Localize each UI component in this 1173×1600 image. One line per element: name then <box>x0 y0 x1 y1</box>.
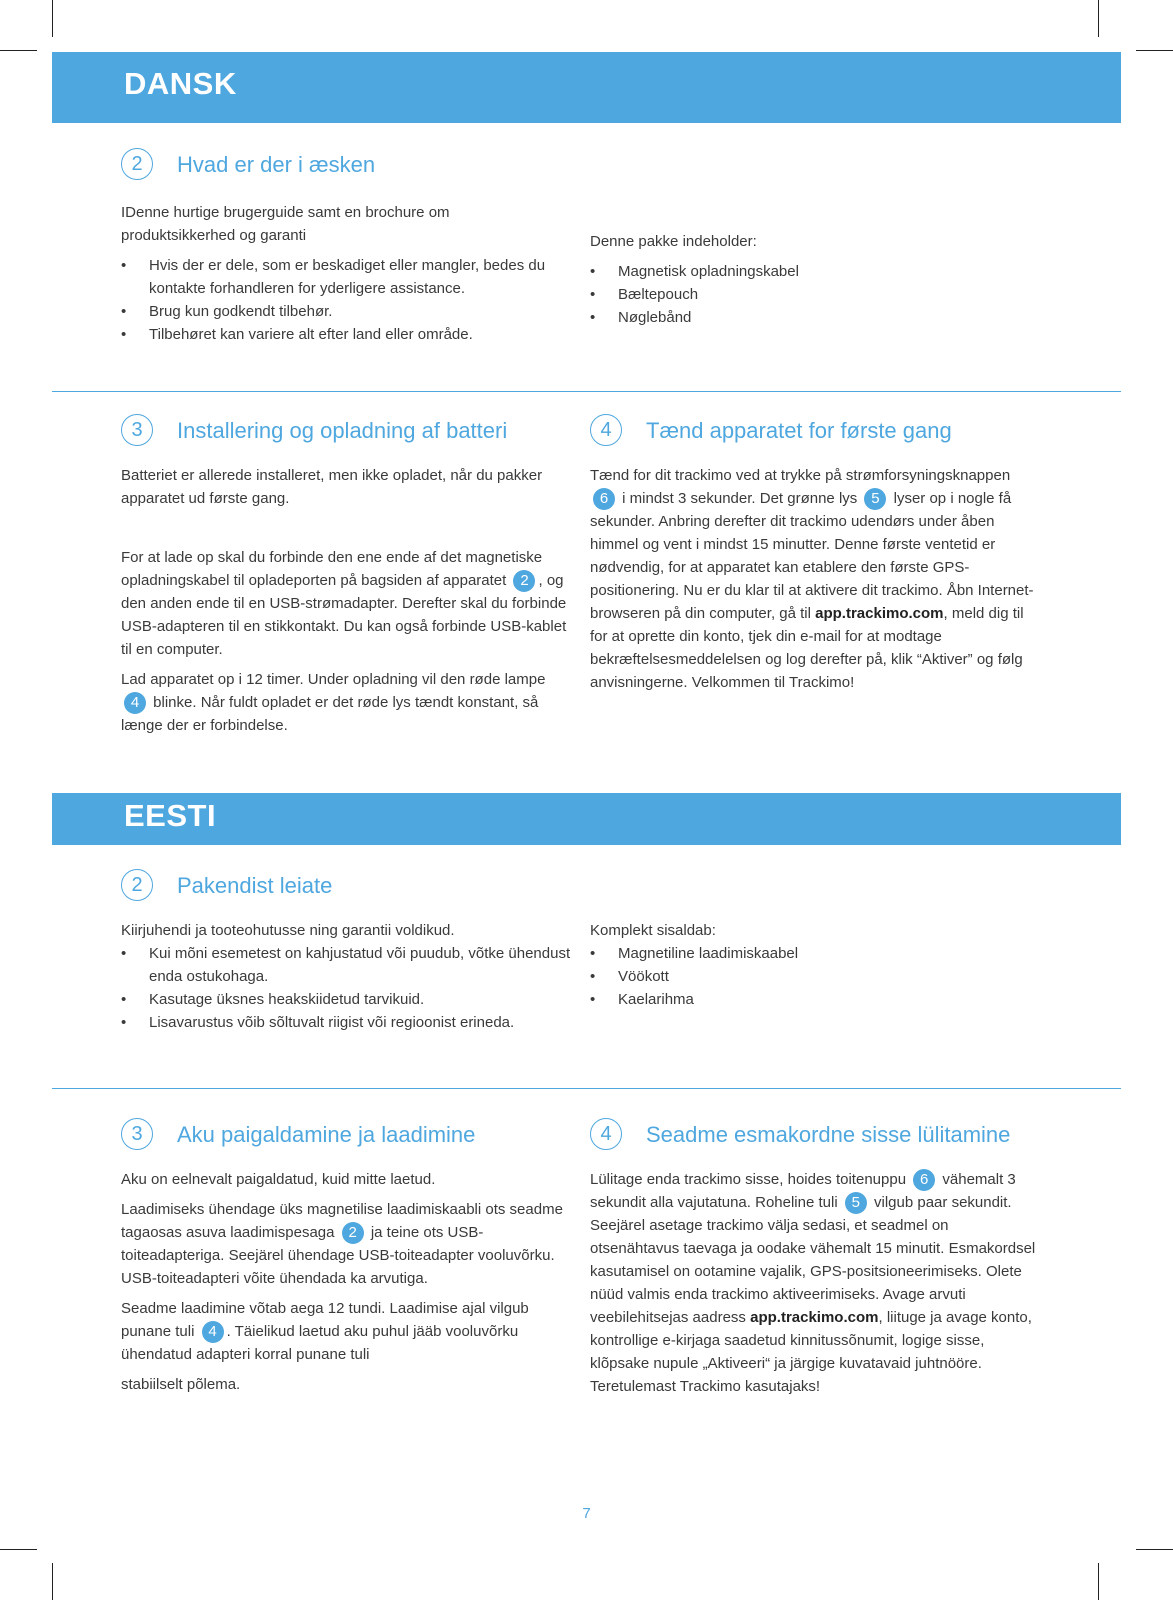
callout-badge: 4 <box>124 692 146 714</box>
callout-badge: 2 <box>342 1222 364 1244</box>
crop-mark <box>1136 1549 1173 1550</box>
intro-text: Kiirjuhendi ja tooteohutusse ning garantii voldikud. <box>121 922 455 939</box>
bullet-list <box>121 942 571 1034</box>
package-contents <box>590 230 1030 329</box>
section-heading <box>590 1118 1010 1150</box>
paragraph: Laadimiseks ühendage üks magnetilise laadimiskaabli ots seadme tagaosas asuva laadimispesaga 2 ja teine ots USB-toiteadapteriga. Seejärel ühendage USB-toiteadapter vooluvõrku. USB-toiteadapteri võite ühendada ka arvutiga. <box>121 1201 563 1288</box>
contents-label: Komplekt sisaldab: <box>590 922 716 939</box>
battery-text <box>121 464 571 737</box>
section-title: Installering og opladning af batteri <box>177 417 508 443</box>
section-number: 3 <box>121 414 153 446</box>
section-heading <box>121 1118 475 1150</box>
paragraph: For at lade op skal du forbinde den ene ende af det magnetiske opladningskabel til opladeporten på bagsiden af apparatet 2 , og den anden ende til en USB-strømadapter. Derefter skal du forbinde USB-adapteren til en stikkontakt. Du kan også forbinde USB-kablet til en computer. <box>121 549 567 659</box>
section-heading <box>590 414 952 446</box>
section-heading <box>121 414 507 446</box>
crop-mark <box>52 0 53 37</box>
power-on-text <box>590 464 1035 694</box>
section-heading <box>121 148 375 180</box>
section-title: Tænd apparatet for første gang <box>646 417 952 443</box>
divider <box>52 1088 1121 1089</box>
paragraph: Seadme laadimine võtab aega 12 tundi. Laadimise ajal vilgub punane tuli 4 . Täielikud laetud aku puhul jääb vooluvõrku ühendatud adapteri korral punane tuli <box>121 1300 529 1364</box>
paragraph: Batteriet er allerede installeret, men ikke opladet, når du pakker apparatet ud første gang. <box>121 467 543 507</box>
list-item: • Bæltepouch <box>590 283 1030 306</box>
callout-badge: 5 <box>864 488 886 510</box>
section-number: 2 <box>121 869 153 901</box>
section-number: 4 <box>590 414 622 446</box>
section-banner-eesti <box>52 793 1121 845</box>
crop-mark <box>1136 50 1173 51</box>
section-heading <box>121 869 332 901</box>
bullet-list <box>121 254 566 346</box>
box-contents-text <box>121 201 566 346</box>
section-title: Aku paigaldamine ja laadimine <box>177 1121 476 1147</box>
section-title: Seadme esmakordne sisse lülitamine <box>646 1121 1011 1147</box>
callout-badge: 4 <box>202 1321 224 1343</box>
callout-badge: 6 <box>913 1169 935 1191</box>
crop-mark <box>1098 0 1099 37</box>
paragraph: stabiilselt põlema. <box>121 1376 241 1394</box>
list-item: • Vöökott <box>590 965 1030 988</box>
website-link[interactable]: app.trackimo.com <box>750 1309 879 1327</box>
list-item: • Magnetiline laadimiskaabel <box>590 942 1030 965</box>
list-item: • Kaelarihma <box>590 988 1030 1011</box>
section-title: Hvad er der i æsken <box>177 151 376 177</box>
paragraph: Lülitage enda trackimo sisse, hoides toitenuppu 6 vähemalt 3 sekundit alla vajutatuna. Roheline tuli 5 vilgub paar sekundit. Seejärel asetage trackimo välja sedasi, et seadmel on otsenähtavus taevaga ja oodake vähemalt 15 minutit. Esmakordsel kasutamisel on ootamine vajalik, GPS-positsioneerimiseks. Olete nüüd valmis enda trackimo aktiveerimiseks. Avage arvuti veebilehitsejas aadress app.trackimo.com, liituge ja avage konto, kontrollige e-kirjaga saadetud kinnitussõnumit, logige sisse, klõpsake nupule „Aktiveeri“ ja järgige kuvatavaid juhtnööre. Teretulemast Trackimo kasutajaks! <box>590 1171 1036 1396</box>
list-item: • Kasutage üksnes heakskiidetud tarvikuid. <box>121 988 571 1011</box>
callout-badge: 2 <box>513 570 535 592</box>
crop-mark <box>1098 1563 1099 1600</box>
divider <box>52 391 1121 392</box>
contents-list <box>590 260 1030 329</box>
list-item: • Nøglebånd <box>590 306 1030 329</box>
crop-mark <box>0 1549 37 1550</box>
section-banner-dansk <box>52 52 1121 123</box>
callout-badge: 6 <box>593 488 615 510</box>
list-item: • Kui mõni esemetest on kahjustatud või puudub, võtke ühendust enda ostukohaga. <box>121 942 571 988</box>
section-number: 4 <box>590 1118 622 1150</box>
list-item: • Brug kun godkendt tilbehør. <box>121 300 566 323</box>
list-item: • Lisavarustus võib sõltuvalt riigist või regioonist erineda. <box>121 1011 571 1034</box>
crop-mark <box>52 1563 53 1600</box>
contents-list <box>590 942 1030 1011</box>
language-title: DANSK <box>124 66 237 101</box>
crop-mark <box>0 50 37 51</box>
website-link[interactable]: app.trackimo.com <box>815 605 944 623</box>
power-on-text <box>590 1168 1040 1398</box>
intro-text: IDenne hurtige brugerguide samt en brochure om produktsikkerhed og garanti <box>121 204 450 244</box>
paragraph: Lad apparatet op i 12 timer. Under opladning vil den røde lampe 4 blinke. Når fuldt opladet er det røde lys tændt konstant, så længe der er forbindelse. <box>121 671 546 735</box>
section-title: Pakendist leiate <box>177 872 333 898</box>
paragraph: Tænd for dit trackimo ved at trykke på strømforsyningsknappen 6 i mindst 3 sekunder. Det grønne lys 5 lyser op i nogle få sekunder. Anbring derefter dit trackimo udendørs under åben himmel og vent i mindst 15 minutter. Denne første ventetid er nødvendig, for at apparatet kan etablere den første GPS-positionering. Nu er du klar til at aktivere dit trackimo. Åbn Internet-browseren på din computer, gå til app.trackimo.com, meld dig til for at oprette din konto, tjek din e-mail for at modtage bekræftelsesmeddelelsen og log derefter på, klik “Aktiver” og følg anvisningerne. Velkommen til Trackimo! <box>590 467 1034 692</box>
page-number: 7 <box>582 1505 591 1522</box>
section-number: 2 <box>121 148 153 180</box>
list-item: • Tilbehøret kan variere alt efter land eller område. <box>121 323 566 346</box>
contents-label: Denne pakke indeholder: <box>590 233 757 250</box>
section-number: 3 <box>121 1118 153 1150</box>
list-item: • Magnetisk opladningskabel <box>590 260 1030 283</box>
list-item: • Hvis der er dele, som er beskadiget eller mangler, bedes du kontakte forhandleren for yderligere assistance. <box>121 254 566 300</box>
battery-text <box>121 1168 571 1396</box>
callout-badge: 5 <box>845 1192 867 1214</box>
box-contents-text <box>121 919 571 1034</box>
paragraph: Aku on eelnevalt paigaldatud, kuid mitte laetud. <box>121 1171 436 1188</box>
language-title: EESTI <box>124 798 217 833</box>
package-contents <box>590 919 1030 1011</box>
